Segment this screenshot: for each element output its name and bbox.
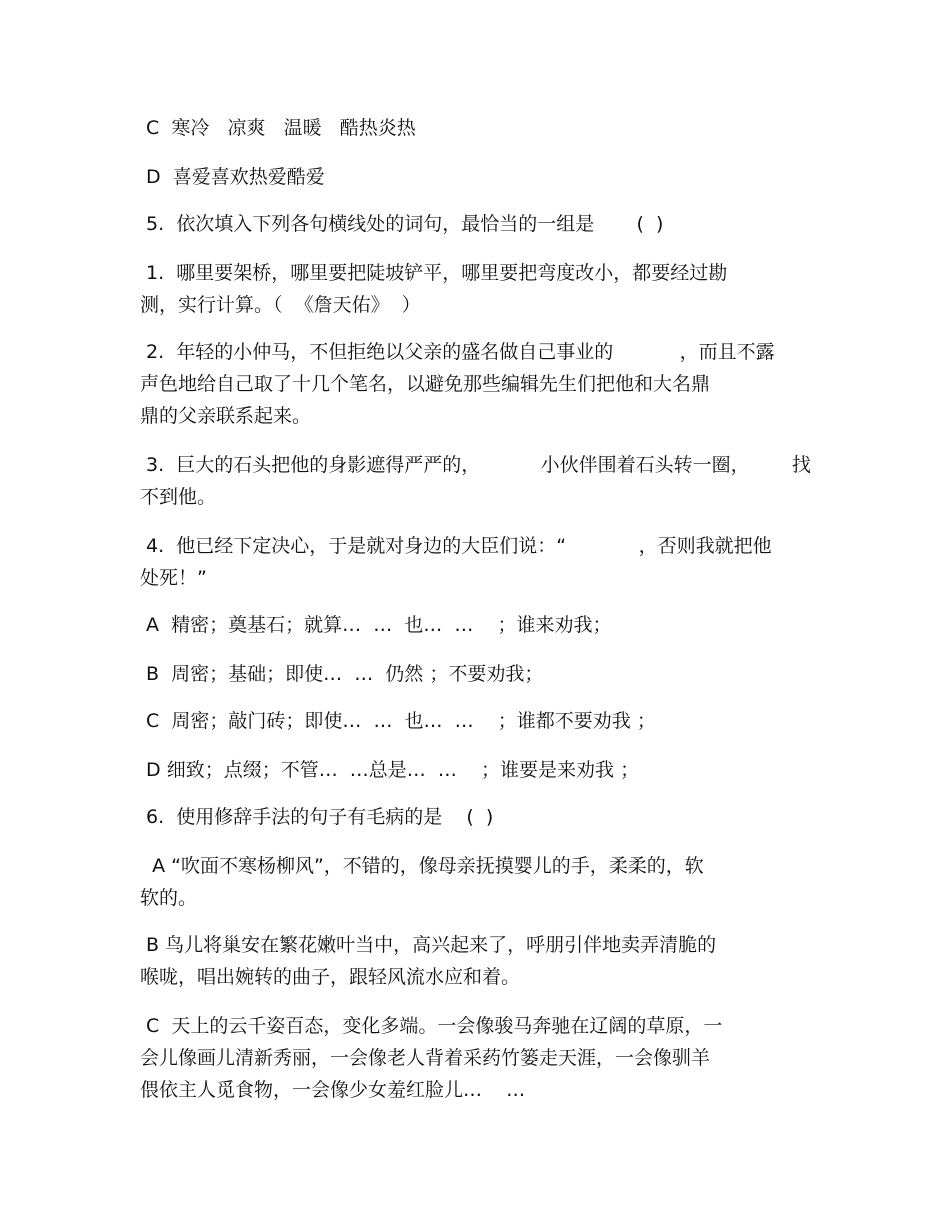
q5-option-d: D 细致；点缀；不管… …总是… … ；谁要是来劝我 ； (140, 759, 640, 781)
q5-sentence-3-line-2: 不到他。 (140, 486, 217, 508)
q5-sentence-3-line-1: 3. 巨大的石头把他的身影遮得严严的， 小伙伴围着石头转一圈， 找 (140, 454, 811, 476)
q5-option-b: B 周密；基础；即使… … 仍然 ；不要劝我； (140, 663, 544, 685)
q6-option-c-line-3: 偎依主人觅食物，一会像少女羞红脸儿… … (140, 1079, 526, 1101)
option-c-line: C 寒冷 凉爽 温暖 酷热炎热 (140, 117, 416, 139)
q6-option-c-line-2: 会儿像画儿清新秀丽，一会像老人背着采药竹篓走天涯，一会像驯羊 (140, 1047, 711, 1069)
q6-option-b-line-2: 喉咙，唱出婉转的曲子，跟轻风流水应和着。 (140, 966, 521, 988)
q5-sentence-2-line-2: 声色地给自己取了十几个笔名，以避免那些编辑先生们把他和大名鼎 (140, 373, 711, 395)
q5-sentence-4-line-2: 处死！” (140, 567, 207, 589)
q6-option-b-line-1: B 鸟儿将巢安在繁花嫩叶当中，高兴起来了，呼朋引伴地卖弄清脆的 (140, 934, 717, 956)
question-6-stem: 6. 使用修辞手法的句子有毛病的是 ( ) (140, 806, 494, 828)
option-d-line: D 喜爱喜欢热爱酷爱 (140, 166, 325, 188)
q5-sentence-2-line-3: 鼎的父亲联系起来。 (140, 405, 312, 427)
question-5-stem: 5. 依次填入下列各句横线处的词句，最恰当的一组是 ( ) (140, 213, 664, 235)
q6-option-a-line-2: 软的。 (140, 887, 198, 909)
q6-option-a-line-1: A “吹面不寒杨柳风”，不错的，像母亲抚摸婴儿的手，柔柔的，软 (140, 855, 704, 877)
q5-sentence-1-line-1: 1. 哪里要架桥，哪里要把陡坡铲平，哪里要把弯度改小，都要经过勘 (140, 262, 728, 284)
q5-option-a: A 精密；奠基石；就算… … 也… … ；谁来劝我； (140, 614, 612, 636)
q6-option-c-line-1: C 天上的云千姿百态，变化多端。一会像骏马奔驰在辽阔的草原，一 (140, 1015, 723, 1037)
q5-sentence-1-line-2: 测，实行计算。（ 《詹天佑》 ） (140, 294, 421, 316)
q5-option-c: C 周密；敲门砖；即使… … 也… … ；谁都不要劝我 ； (140, 710, 656, 732)
q5-sentence-2-line-1: 2. 年轻的小仲马，不但拒绝以父亲的盛名做自己事业的 ，而且不露 (140, 341, 775, 363)
q5-sentence-4-line-1: 4. 他已经下定决心，于是就对身边的大臣们说：“ ，否则我就把他 (140, 535, 772, 557)
